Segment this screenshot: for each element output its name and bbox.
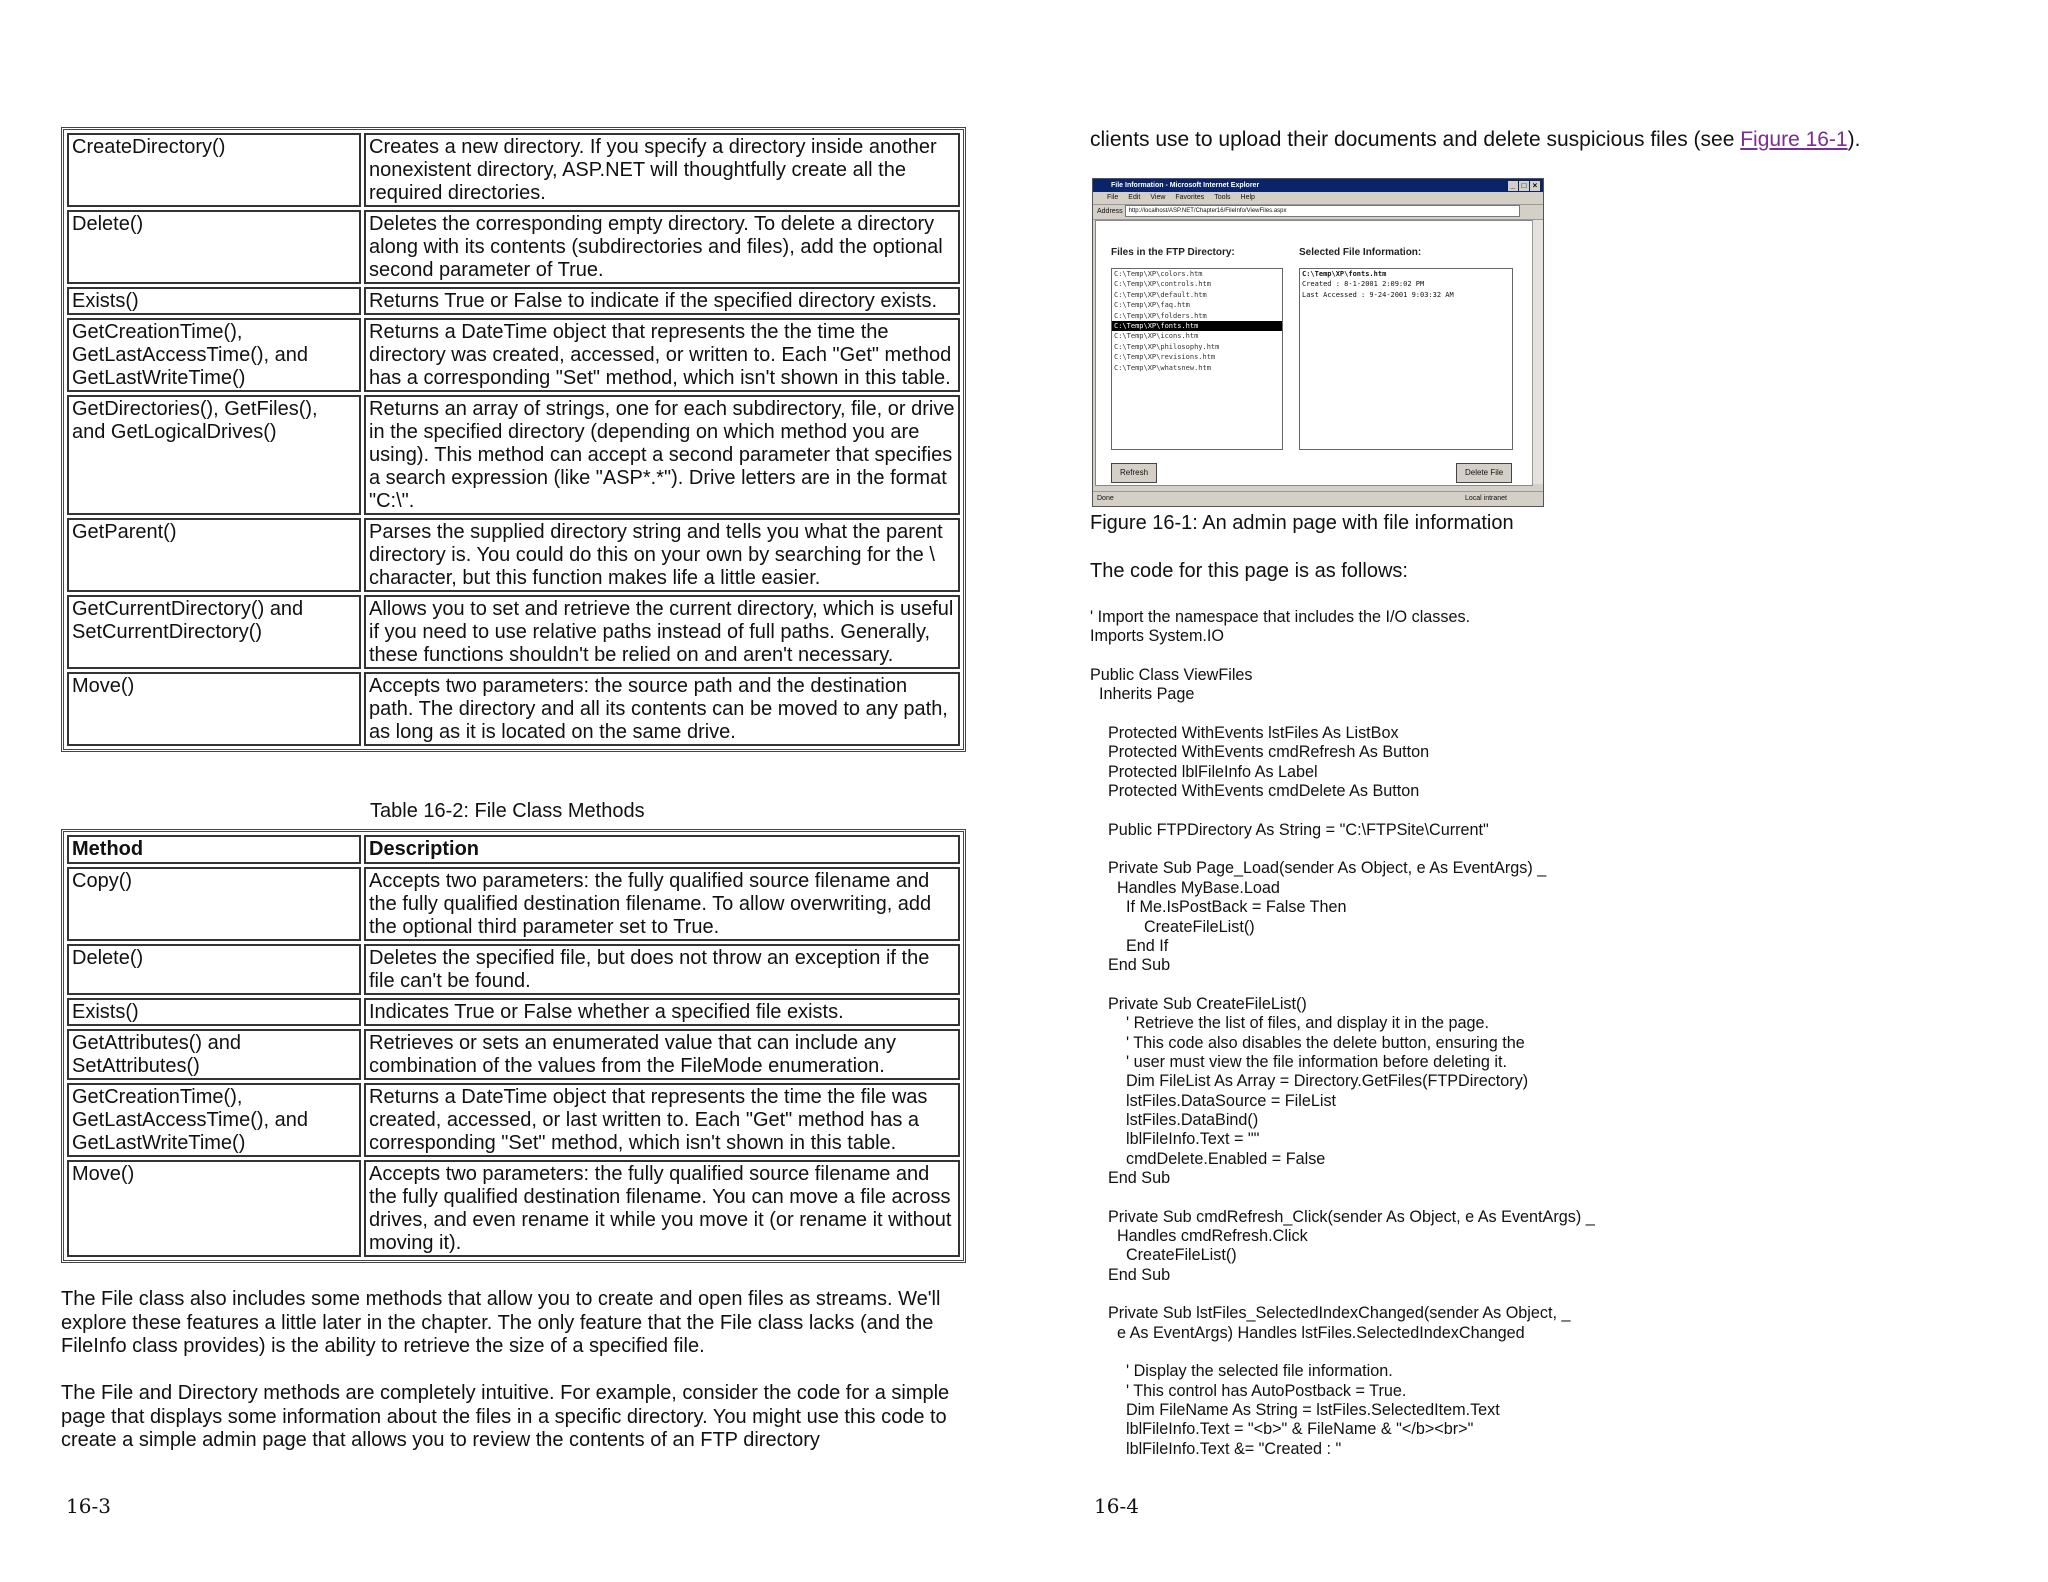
list-item: C:\Temp\XP\default.htm: [1114, 290, 1207, 299]
description-cell: Deletes the specified file, but does not throw an exception if the file can't be found.: [364, 944, 960, 995]
description-cell: Parses the supplied directory string and tells you what the parent directory is. You could do this on your own by searching for the \ character, but this function makes life a little easier.: [364, 518, 960, 592]
method-cell: Copy(): [67, 867, 361, 941]
method-cell: Delete(): [67, 944, 361, 995]
maximize-icon: □: [1519, 181, 1529, 191]
info-accessed: Last Accessed : 9-24-2001 9:03:32 AM: [1302, 290, 1454, 299]
description-cell: Accepts two parameters: the fully qualified source filename and the fully qualified destination filename. You can move a file across drives, and even rename it while you move it (or rename it without moving it).: [364, 1160, 960, 1257]
code-line: lstFiles.DataBind(): [1090, 1110, 1259, 1129]
code-line: e As EventArgs) Handles lstFiles.SelectedIndexChanged: [1090, 1323, 1525, 1342]
table-row: [67, 595, 960, 669]
code-line: lblFileInfo.Text = "": [1090, 1130, 1260, 1149]
code-line: If Me.IsPostBack = False Then: [1090, 898, 1347, 917]
intro-text-end: ).: [1847, 128, 1861, 151]
scrollbar: [1532, 220, 1543, 484]
method-cell: Exists(): [67, 287, 361, 315]
code-line: End Sub: [1090, 956, 1171, 975]
intro-sentence: [1090, 128, 1860, 152]
column-header-description: Description: [364, 835, 960, 864]
code-line: Protected WithEvents lstFiles As ListBox: [1090, 724, 1399, 743]
intro-text: clients use to upload their documents and delete suspicious files (see: [1090, 128, 1741, 151]
description-cell: Accepts two parameters: the fully qualified source filename and the fully qualified destination filename. To allow overwriting, add the optional third parameter set to True.: [364, 867, 960, 941]
right-page: [1024, 0, 2048, 1582]
column-header-method: Method: [67, 835, 361, 864]
table-row: [67, 210, 960, 284]
browser-content: [1095, 220, 1533, 486]
body-paragraph: The File and Directory methods are completely intuitive. For example, consider the code for a simple page that displays some information about the files in a specific directory. You might use this code to create a simple admin page that allows you to review the contents of an FTP directory: [61, 1382, 950, 1451]
table-row: [67, 395, 960, 515]
method-cell: Move(): [67, 672, 361, 746]
code-line: Private Sub CreateFileList(): [1090, 994, 1307, 1013]
method-cell: GetAttributes() and SetAttributes(): [67, 1029, 361, 1080]
table-header-row: [67, 835, 960, 864]
code-line: lblFileInfo.Text = "<b>" & FileName & "</b><br>": [1090, 1420, 1474, 1439]
code-line: CreateFileList(): [1090, 1246, 1237, 1265]
menu-item: Favorites: [1175, 194, 1205, 201]
list-item: C:\Temp\XP\whatsnew.htm: [1114, 363, 1211, 372]
code-line: Protected lblFileInfo As Label: [1090, 762, 1318, 781]
code-line: Public FTPDirectory As String = "C:\FTPSite\Current": [1090, 820, 1489, 839]
method-cell: Exists(): [67, 998, 361, 1026]
list-item: C:\Temp\XP\fonts.htm: [1112, 321, 1282, 331]
code-line: Inherits Page: [1090, 685, 1195, 704]
files-listbox: [1111, 268, 1283, 450]
table-row: [67, 1083, 960, 1157]
status-text: Done: [1097, 495, 1114, 502]
code-listing: [1090, 608, 1595, 1459]
menu-item: Help: [1240, 194, 1255, 201]
table-row: [67, 318, 960, 392]
code-line: Protected WithEvents cmdRefresh As Button: [1090, 743, 1430, 762]
table-row: [67, 287, 960, 315]
list-item: C:\Temp\XP\colors.htm: [1114, 270, 1203, 278]
code-line: Private Sub lstFiles_SelectedIndexChanged(sender As Object, _: [1090, 1304, 1571, 1323]
code-line: Private Sub Page_Load(sender As Object, e As EventArgs) _: [1090, 859, 1547, 878]
code-line: lstFiles.DataSource = FileList: [1090, 1091, 1337, 1110]
list-item: C:\Temp\XP\faq.htm: [1114, 301, 1190, 310]
code-line: ' Import the namespace that includes the I/O classes.: [1090, 608, 1471, 626]
list-item: C:\Temp\XP\revisions.htm: [1114, 353, 1216, 362]
file-info-panel: [1299, 268, 1513, 450]
description-cell: Returns an array of strings, one for each subdirectory, file, or drive in the specified directory (depending on which method you are using). This method can accept a second parameter that specifies a search expression (like "ASP*.*"). Drive letters are in the format "C:\".: [364, 395, 960, 515]
description-cell: Accepts two parameters: the source path and the destination path. The directory and all its contents can be moved to any path, as long as it is located on the same drive.: [364, 672, 960, 746]
window-title: File Information - Microsoft Internet Explorer: [1111, 182, 1260, 189]
list-item: C:\Temp\XP\philosophy.htm: [1114, 342, 1220, 351]
table-row: [67, 998, 960, 1026]
address-field: http://localhost/ASP.NET/Chapter16/FileInfo/ViewFiles.aspx: [1125, 205, 1520, 217]
table-row: [67, 1160, 960, 1257]
close-icon: ×: [1530, 181, 1540, 191]
address-label: Address: [1097, 208, 1123, 215]
info-created: Created : 8-1-2001 2:09:02 PM: [1302, 280, 1425, 289]
list-item: C:\Temp\XP\icons.htm: [1114, 332, 1199, 341]
page-number: 16-4: [1094, 1494, 1139, 1518]
description-cell: Returns a DateTime object that represents the the time the directory was created, accessed, or written to. Each "Get" method has a corresponding "Set" method, which isn't shown in this table.: [364, 318, 960, 392]
method-cell: GetCreationTime(), GetLastAccessTime(), and GetLastWriteTime(): [67, 318, 361, 392]
figure-link[interactable]: Figure 16-1: [1740, 128, 1848, 151]
table-row: [67, 672, 960, 746]
method-cell: GetCreationTime(), GetLastAccessTime(), and GetLastWriteTime(): [67, 1083, 361, 1157]
code-line: Protected WithEvents cmdDelete As Button: [1090, 782, 1420, 801]
method-cell: GetParent(): [67, 518, 361, 592]
method-cell: GetDirectories(), GetFiles(), and GetLogicalDrives(): [67, 395, 361, 515]
description-cell: Returns a DateTime object that represents the time the file was created, accessed, or last written to. Each "Get" method has a corresponding "Set" method, which isn't shown in this table.: [364, 1083, 960, 1157]
figure-caption: Figure 16-1: An admin page with file information: [1090, 512, 1514, 534]
minimize-icon: _: [1508, 181, 1518, 191]
code-line: End If: [1090, 936, 1169, 955]
code-line: Private Sub cmdRefresh_Click(sender As Object, e As EventArgs) _: [1090, 1207, 1595, 1226]
code-line: Dim FileName As String = lstFiles.SelectedItem.Text: [1090, 1401, 1500, 1420]
files-list-heading: Files in the FTP Directory:: [1111, 247, 1235, 258]
code-line: ' Retrieve the list of files, and display it in the page.: [1090, 1014, 1489, 1033]
table-row: [67, 518, 960, 592]
address-bar: [1093, 205, 1543, 220]
table-row: [67, 944, 960, 995]
code-line: Handles MyBase.Load: [1090, 878, 1280, 897]
method-cell: GetCurrentDirectory() and SetCurrentDirectory(): [67, 595, 361, 669]
description-cell: Allows you to set and retrieve the current directory, which is useful if you need to use relative paths instead of full paths. Generally, these functions shouldn't be relied on and aren't necessary.: [364, 595, 960, 669]
menu-item: Edit: [1128, 194, 1141, 201]
method-cell: CreateDirectory(): [67, 133, 361, 207]
status-zone: Local intranet: [1464, 495, 1507, 502]
code-line: End Sub: [1090, 1265, 1171, 1284]
code-line: Dim FileList As Array = Directory.GetFiles(FTPDirectory): [1090, 1072, 1529, 1091]
browser-menu-bar: [1093, 192, 1543, 205]
code-line: Public Class ViewFiles: [1090, 666, 1253, 685]
browser-title-bar: [1093, 179, 1543, 192]
code-line: CreateFileList(): [1090, 917, 1255, 936]
code-line: Imports System.IO: [1090, 627, 1225, 646]
delete-file-button: Delete File: [1456, 463, 1512, 483]
page-number: 16-3: [66, 1494, 111, 1518]
table-row: [67, 1029, 960, 1080]
figure-screenshot: [1092, 178, 1544, 507]
body-paragraph: The File class also includes some methods that allow you to create and open files as streams. We'll explore these features a little later in the chapter. The only feature that the File class lacks (and the FileInfo class provides) is the ability to retrieve the size of a specified file.: [61, 1288, 941, 1357]
list-item: C:\Temp\XP\controls.htm: [1114, 280, 1211, 289]
method-cell: Move(): [67, 1160, 361, 1257]
code-line: ' This code also disables the delete button, ensuring the: [1090, 1033, 1525, 1052]
code-line: ' user must view the file information before deleting it.: [1090, 1052, 1507, 1071]
code-line: cmdDelete.Enabled = False: [1090, 1149, 1326, 1168]
description-cell: Retrieves or sets an enumerated value that can include any combination of the values from the FileMode enumeration.: [364, 1029, 960, 1080]
file-methods-table: [61, 829, 966, 1263]
status-bar: [1093, 491, 1544, 506]
table-row: [67, 133, 960, 207]
refresh-button: Refresh: [1111, 463, 1157, 483]
description-cell: Returns True or False to indicate if the specified directory exists.: [364, 287, 960, 315]
code-line: ' Display the selected file information.: [1090, 1362, 1393, 1381]
description-cell: Indicates True or False whether a specified file exists.: [364, 998, 960, 1026]
code-intro: The code for this page is as follows:: [1090, 560, 1408, 582]
window-controls: [1507, 180, 1540, 193]
directory-methods-table: [61, 127, 966, 752]
code-line: Handles cmdRefresh.Click: [1090, 1227, 1308, 1245]
info-filename: C:\Temp\XP\fonts.htm: [1302, 270, 1387, 278]
code-line: End Sub: [1090, 1168, 1171, 1187]
list-item: C:\Temp\XP\folders.htm: [1114, 311, 1207, 320]
menu-item: Tools: [1214, 194, 1231, 201]
table-row: [67, 867, 960, 941]
file-table-caption: Table 16-2: File Class Methods: [370, 800, 645, 822]
description-cell: Deletes the corresponding empty directory. To delete a directory along with its contents (subdirectories and files), add the optional second parameter of True.: [364, 210, 960, 284]
code-line: ' This control has AutoPostback = True.: [1090, 1381, 1407, 1400]
file-info-heading: Selected File Information:: [1299, 247, 1422, 258]
menu-item: View: [1150, 194, 1166, 201]
method-cell: Delete(): [67, 210, 361, 284]
menu-item: File: [1107, 194, 1119, 201]
code-line: lblFileInfo.Text &= "Created : ": [1090, 1439, 1342, 1458]
description-cell: Creates a new directory. If you specify a directory inside another nonexistent directory, ASP.NET will thoughtfully create all the required directories.: [364, 133, 960, 207]
